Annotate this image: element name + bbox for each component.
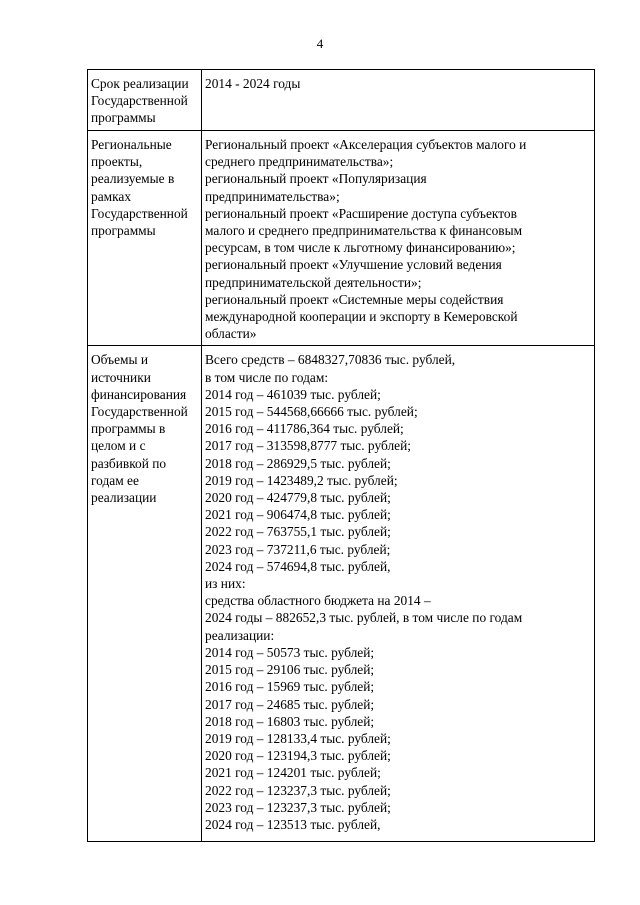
row-value xyxy=(202,131,595,346)
value-line: Региональный проект «Акселерация субъектов малого и xyxy=(205,137,527,152)
label-line: программы в xyxy=(91,421,166,437)
label-line: реализации xyxy=(91,490,157,506)
value-line: 2022 год – 763755,1 тыс. рублей; xyxy=(205,524,391,540)
label-line: программы xyxy=(91,223,156,239)
label-line: Объемы и xyxy=(91,352,149,368)
value-line: 2024 год – 123513 тыс. рублей, xyxy=(205,816,381,832)
value-line: 2021 год – 124201 тыс. рублей; xyxy=(205,765,381,781)
value-line: малого и среднего предпринимательства к финансовым xyxy=(205,223,523,239)
value-line: региональный проект «Популяризация xyxy=(205,171,427,187)
value-line: 2023 год – 737211,6 тыс. рублей; xyxy=(205,541,391,557)
label-line: Региональные xyxy=(91,137,172,152)
value-line: Всего средств – 6848327,70836 тыс. рублей, xyxy=(205,352,456,368)
table-row-financing xyxy=(88,346,595,842)
label-line: реализуемые в xyxy=(91,171,175,187)
value-line: 2020 год – 424779,8 тыс. рублей; xyxy=(205,490,391,506)
label-line: рамках xyxy=(91,188,132,204)
value-line: 2018 год – 16803 тыс. рублей; xyxy=(205,713,375,729)
table-row-period xyxy=(88,70,595,131)
value-line: из них: xyxy=(205,576,246,592)
row-value xyxy=(202,70,595,131)
value-line: 2014 - 2024 годы xyxy=(205,76,301,91)
label-line: Государственной xyxy=(91,404,188,420)
value-line: региональный проект «Расширение доступа субъектов xyxy=(205,205,517,221)
label-line: Государственной xyxy=(91,93,188,109)
label-line: программы xyxy=(91,110,156,126)
table-row-regional-projects xyxy=(88,131,595,346)
row-label xyxy=(88,346,202,842)
label-line: целом и с xyxy=(91,438,146,454)
label-line: источники xyxy=(91,369,151,385)
value-line: ресурсам, в том числе к льготному финансированию»; xyxy=(205,240,516,256)
value-line: 2023 год – 123237,3 тыс. рублей; xyxy=(205,799,391,815)
value-line: в том числе по годам: xyxy=(205,369,329,385)
label-line: проекты, xyxy=(91,154,143,170)
value-line: 2014 год – 50573 тыс. рублей; xyxy=(205,644,375,660)
value-line: предпринимательской деятельности»; xyxy=(205,274,422,290)
page-number: 4 xyxy=(316,36,324,51)
value-line: 2017 год – 24685 тыс. рублей; xyxy=(205,696,375,712)
value-line: среднего предпринимательства»; xyxy=(205,154,394,170)
row-label xyxy=(88,70,202,131)
value-line: 2020 год – 123194,3 тыс. рублей; xyxy=(205,748,391,764)
value-line: 2015 год – 544568,66666 тыс. рублей; xyxy=(205,404,418,420)
value-line: 2016 год – 15969 тыс. рублей; xyxy=(205,679,375,695)
value-line: региональный проект «Системные меры содействия xyxy=(205,291,504,307)
value-line: региональный проект «Улучшение условий ведения xyxy=(205,257,502,273)
value-line: 2019 год – 128133,4 тыс. рублей; xyxy=(205,730,391,746)
value-line: международной кооперации и экспорту в Кемеровской xyxy=(205,309,518,325)
program-passport-table xyxy=(87,69,595,842)
value-line: 2018 год – 286929,5 тыс. рублей; xyxy=(205,455,391,471)
value-line: средства областного бюджета на 2014 – xyxy=(205,593,431,609)
value-line: 2024 год – 574694,8 тыс. рублей, xyxy=(205,558,391,574)
value-line: 2016 год – 411786,364 тыс. рублей; xyxy=(205,421,404,437)
value-line: реализации: xyxy=(205,627,275,643)
value-line: 2017 год – 313598,8777 тыс. рублей; xyxy=(205,438,411,454)
label-line: Государственной xyxy=(91,205,188,221)
row-value xyxy=(202,346,595,842)
value-line: 2024 годы – 882652,3 тыс. рублей, в том числе по годам xyxy=(205,610,523,626)
label-line: финансирования xyxy=(91,386,187,402)
label-line: разбивкой по xyxy=(91,455,167,471)
value-line: 2022 год – 123237,3 тыс. рублей; xyxy=(205,782,391,798)
value-line: предпринимательства»; xyxy=(205,188,340,204)
value-line: области» xyxy=(205,326,257,342)
row-label xyxy=(88,131,202,346)
value-line: 2015 год – 29106 тыс. рублей; xyxy=(205,662,375,678)
value-line: 2014 год – 461039 тыс. рублей; xyxy=(205,386,381,402)
label-line: Срок реализации xyxy=(91,76,189,91)
value-line: 2019 год – 1423489,2 тыс. рублей; xyxy=(205,472,398,488)
value-line: 2021 год – 906474,8 тыс. рублей; xyxy=(205,507,391,523)
label-line: годам ее xyxy=(91,472,139,488)
